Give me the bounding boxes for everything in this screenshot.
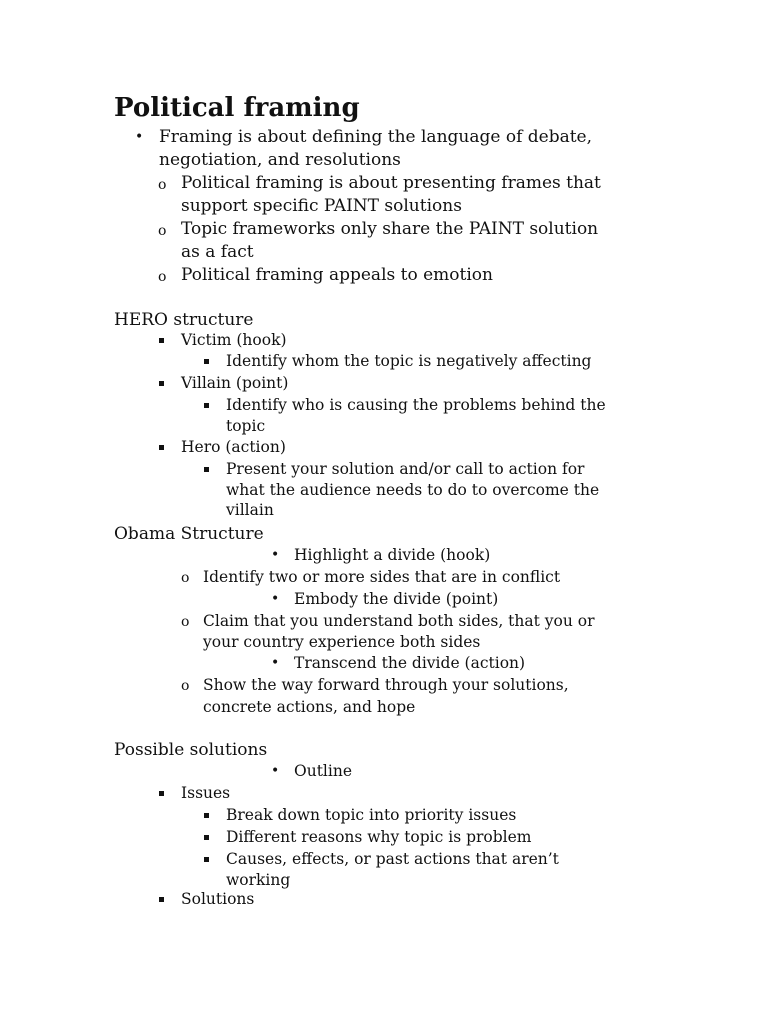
solutions-outline: Outline: [294, 762, 352, 780]
bullet-dot: •: [271, 547, 280, 563]
bullet-square: [204, 835, 209, 840]
bullet-square: [159, 791, 164, 796]
page-title: Political framing: [114, 93, 360, 123]
framing-bullet-line-1: Framing is about defining the language of debate,: [159, 127, 593, 147]
hero-victim-detail: Identify whom the topic is negatively affecting: [226, 352, 592, 370]
solutions-heading: Possible solutions: [114, 740, 268, 760]
bullet-dot: •: [135, 129, 144, 145]
hero-hero: Hero (action): [181, 438, 286, 456]
framing-sub2-line-2: as a fact: [181, 242, 254, 262]
obama-step1: Highlight a divide (hook): [294, 546, 491, 564]
hero-villain-detail-line-2: topic: [226, 417, 266, 435]
bullet-square: [204, 359, 209, 364]
obama-step3: Transcend the divide (action): [294, 654, 526, 672]
obama-step1-detail: Identify two or more sides that are in conflict: [203, 568, 561, 586]
framing-sub3: Political framing appeals to emotion: [181, 265, 493, 285]
framing-bullet-line-2: negotiation, and resolutions: [159, 150, 401, 170]
bullet-dot: •: [271, 655, 280, 671]
issue-item: Break down topic into priority issues: [226, 806, 517, 824]
hero-hero-detail-line-3: villain: [226, 501, 274, 519]
obama-step3-detail-line-2: concrete actions, and hope: [203, 698, 416, 716]
issue-item: Different reasons why topic is problem: [226, 828, 532, 846]
framing-sub1-line-2: support specific PAINT solutions: [181, 196, 462, 216]
issue-item: Causes, effects, or past actions that aren’t: [226, 850, 559, 868]
obama-heading: Obama Structure: [114, 524, 264, 544]
bullet-square: [159, 381, 164, 386]
hero-heading: HERO structure: [114, 310, 254, 330]
obama-step2-detail-line-2: your country experience both sides: [203, 633, 481, 651]
bullet-circle: o: [181, 678, 190, 694]
hero-villain-detail-line-1: Identify who is causing the problems behind the: [226, 396, 606, 414]
solutions-label: Solutions: [181, 890, 255, 908]
hero-villain: Villain (point): [181, 374, 289, 392]
bullet-circle: o: [158, 177, 167, 193]
hero-hero-detail-line-2: what the audience needs to do to overcome the: [226, 481, 600, 499]
bullet-square: [204, 813, 209, 818]
hero-victim: Victim (hook): [181, 331, 287, 349]
bullet-square: [204, 467, 209, 472]
framing-sub2-line-1: Topic frameworks only share the PAINT solution: [181, 219, 599, 239]
bullet-square: [159, 897, 164, 902]
hero-hero-detail-line-1: Present your solution and/or call to action for: [226, 460, 585, 478]
issue-item-continued: working: [226, 871, 291, 889]
bullet-dot: •: [271, 763, 280, 779]
bullet-square: [159, 445, 164, 450]
framing-sub1-line-1: Political framing is about presenting frames that: [181, 173, 601, 193]
bullet-circle: o: [181, 614, 190, 630]
solutions-issues: Issues: [181, 784, 231, 802]
obama-step3-detail-line-1: Show the way forward through your solutions,: [203, 676, 569, 694]
bullet-circle: o: [158, 223, 167, 239]
bullet-circle: o: [158, 269, 167, 285]
bullet-square: [204, 857, 209, 862]
bullet-dot: •: [271, 591, 280, 607]
bullet-square: [159, 338, 164, 343]
bullet-circle: o: [181, 570, 190, 586]
obama-step2: Embody the divide (point): [294, 590, 499, 608]
bullet-square: [204, 403, 209, 408]
obama-step2-detail-line-1: Claim that you understand both sides, that you or: [203, 612, 595, 630]
